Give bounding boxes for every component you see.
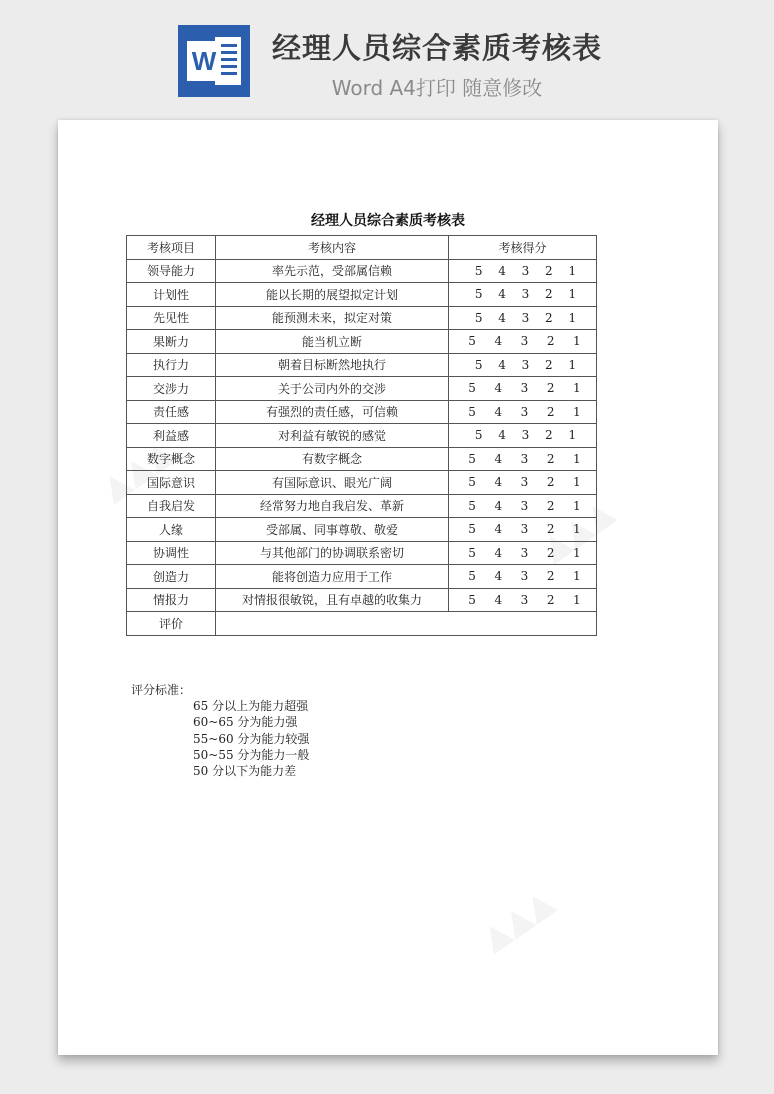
score-option: 1 bbox=[573, 451, 581, 466]
row-item: 数字概念 bbox=[127, 447, 216, 471]
score-option: 2 bbox=[546, 451, 555, 466]
row-content: 能将创造力应用于工作 bbox=[216, 565, 449, 589]
row-item: 国际意识 bbox=[127, 471, 216, 495]
score-option: 3 bbox=[520, 498, 529, 513]
score-option: 5 bbox=[474, 310, 483, 325]
score-option: 1 bbox=[573, 475, 581, 490]
score-option: 1 bbox=[568, 263, 577, 278]
row-item: 先见性 bbox=[127, 306, 216, 330]
row-content: 能以长期的展望拟定计划 bbox=[216, 283, 449, 307]
score-option: 4 bbox=[498, 357, 506, 372]
score-option: 5 bbox=[474, 357, 483, 372]
row-content: 关于公司内外的交涉 bbox=[216, 377, 449, 401]
row-score-options bbox=[449, 447, 597, 471]
score-option: 1 bbox=[573, 592, 581, 607]
row-score-options bbox=[449, 400, 597, 424]
score-option: 2 bbox=[545, 310, 553, 325]
score-option: 3 bbox=[520, 522, 529, 537]
score-option: 1 bbox=[568, 428, 577, 443]
score-option: 3 bbox=[520, 592, 529, 607]
score-option: 4 bbox=[498, 310, 506, 325]
score-option: 1 bbox=[568, 287, 577, 302]
table-row bbox=[127, 400, 597, 424]
row-content: 能预测未来，拟定对策 bbox=[216, 306, 449, 330]
score-option: 2 bbox=[546, 545, 555, 560]
row-item: 协调性 bbox=[127, 541, 216, 565]
row-item: 情报力 bbox=[127, 588, 216, 612]
score-option: 3 bbox=[520, 475, 529, 490]
row-item: 责任感 bbox=[127, 400, 216, 424]
score-option: 3 bbox=[521, 263, 530, 278]
document-page bbox=[58, 120, 718, 1055]
row-score-options bbox=[449, 306, 597, 330]
row-score-options bbox=[449, 353, 597, 377]
score-option: 1 bbox=[568, 310, 577, 325]
criteria-item: 50 分以下为能力差 bbox=[193, 764, 297, 779]
score-option: 3 bbox=[521, 287, 530, 302]
row-score-options bbox=[449, 518, 597, 542]
score-option: 3 bbox=[520, 334, 529, 349]
score-option: 2 bbox=[546, 592, 555, 607]
score-option: 2 bbox=[546, 475, 555, 490]
row-score-options bbox=[449, 283, 597, 307]
row-item: 交涉力 bbox=[127, 377, 216, 401]
score-option: 5 bbox=[474, 263, 483, 278]
row-content: 经常努力地自我启发、革新 bbox=[216, 494, 449, 518]
row-item: 自我启发 bbox=[127, 494, 216, 518]
score-option: 2 bbox=[546, 381, 555, 396]
score-option: 4 bbox=[498, 287, 506, 302]
row-score-options bbox=[449, 565, 597, 589]
row-item: 果断力 bbox=[127, 330, 216, 354]
row-score-options bbox=[449, 377, 597, 401]
score-option: 2 bbox=[545, 428, 553, 443]
score-option: 5 bbox=[468, 592, 476, 607]
banner-header bbox=[0, 0, 774, 110]
word-icon bbox=[178, 25, 250, 97]
evaluation-value bbox=[216, 612, 597, 636]
score-option: 2 bbox=[545, 287, 553, 302]
row-content: 对利益有敏锐的感觉 bbox=[216, 424, 449, 448]
score-option: 4 bbox=[494, 404, 503, 419]
row-score-options bbox=[449, 259, 597, 283]
score-option: 5 bbox=[468, 498, 476, 513]
score-option: 2 bbox=[546, 569, 555, 584]
score-option: 3 bbox=[521, 357, 530, 372]
row-item: 创造力 bbox=[127, 565, 216, 589]
table-row bbox=[127, 424, 597, 448]
score-option: 5 bbox=[468, 451, 476, 466]
score-option: 4 bbox=[498, 263, 506, 278]
score-option: 5 bbox=[468, 475, 476, 490]
score-option: 1 bbox=[573, 334, 581, 349]
banner-title: 经理人员综合素质考核表 bbox=[272, 31, 603, 65]
row-content: 有强烈的责任感，可信赖 bbox=[216, 400, 449, 424]
score-option: 4 bbox=[494, 592, 503, 607]
row-score-options bbox=[449, 471, 597, 495]
score-option: 3 bbox=[520, 404, 529, 419]
table-row bbox=[127, 588, 597, 612]
table-header-row bbox=[127, 236, 597, 260]
watermark bbox=[474, 881, 561, 959]
banner-subtitle: Word A4打印 随意修改 bbox=[331, 76, 543, 100]
score-option: 5 bbox=[468, 381, 476, 396]
score-option: 1 bbox=[573, 404, 581, 419]
scoring-criteria bbox=[131, 682, 309, 779]
row-content: 能当机立断 bbox=[216, 330, 449, 354]
score-option: 5 bbox=[474, 428, 483, 443]
row-content: 有国际意识、眼光广阔 bbox=[216, 471, 449, 495]
score-option: 5 bbox=[468, 334, 476, 349]
criteria-title: 评分标准： bbox=[131, 683, 192, 697]
score-option: 1 bbox=[573, 381, 581, 396]
table-row bbox=[127, 353, 597, 377]
row-content: 对情报很敏锐，且有卓越的收集力 bbox=[216, 588, 449, 612]
score-option: 4 bbox=[494, 475, 503, 490]
criteria-item: 50~55 分为能力一般 bbox=[193, 747, 310, 762]
score-option: 3 bbox=[520, 451, 529, 466]
score-option: 4 bbox=[494, 498, 503, 513]
table-row bbox=[127, 494, 597, 518]
score-option: 4 bbox=[494, 522, 503, 537]
document-title: 经理人员综合素质考核表 bbox=[311, 213, 465, 229]
table-row bbox=[127, 330, 597, 354]
score-option: 5 bbox=[468, 545, 476, 560]
row-score-options bbox=[449, 330, 597, 354]
header-item: 考核项目 bbox=[127, 236, 216, 260]
score-option: 1 bbox=[568, 357, 577, 372]
score-option: 2 bbox=[545, 263, 553, 278]
row-content: 朝着目标断然地执行 bbox=[216, 353, 449, 377]
row-content: 率先示范，受部属信赖 bbox=[216, 259, 449, 283]
score-option: 3 bbox=[520, 381, 529, 396]
score-option: 3 bbox=[521, 428, 530, 443]
table-row bbox=[127, 377, 597, 401]
score-option: 2 bbox=[546, 404, 555, 419]
score-option: 4 bbox=[494, 381, 503, 396]
table-row bbox=[127, 306, 597, 330]
score-option: 1 bbox=[573, 545, 581, 560]
header-content: 考核内容 bbox=[216, 236, 449, 260]
row-score-options bbox=[449, 494, 597, 518]
criteria-item: 60~65 分为能力强 bbox=[193, 715, 298, 730]
table-row bbox=[127, 565, 597, 589]
table-row bbox=[127, 447, 597, 471]
table-row bbox=[127, 259, 597, 283]
score-option: 4 bbox=[494, 334, 503, 349]
score-option: 5 bbox=[468, 569, 476, 584]
row-item: 执行力 bbox=[127, 353, 216, 377]
row-score-options bbox=[449, 424, 597, 448]
criteria-item: 65 分以上为能力超强 bbox=[193, 699, 309, 714]
score-option: 4 bbox=[494, 545, 503, 560]
score-option: 4 bbox=[498, 428, 506, 443]
score-option: 1 bbox=[573, 522, 581, 537]
table-row bbox=[127, 471, 597, 495]
row-score-options bbox=[449, 588, 597, 612]
row-content: 与其他部门的协调联系密切 bbox=[216, 541, 449, 565]
score-option: 4 bbox=[494, 451, 503, 466]
evaluation-label: 评价 bbox=[127, 612, 216, 636]
table-row bbox=[127, 518, 597, 542]
score-option: 5 bbox=[468, 522, 476, 537]
header-score: 考核得分 bbox=[449, 236, 597, 260]
table-row bbox=[127, 541, 597, 565]
evaluation-row bbox=[127, 612, 597, 636]
row-item: 计划性 bbox=[127, 283, 216, 307]
row-content: 有数字概念 bbox=[216, 447, 449, 471]
score-option: 2 bbox=[545, 357, 553, 372]
score-option: 3 bbox=[520, 545, 529, 560]
row-content: 受部属、同事尊敬、敬爱 bbox=[216, 518, 449, 542]
score-option: 1 bbox=[573, 498, 581, 513]
row-item: 领导能力 bbox=[127, 259, 216, 283]
assessment-table bbox=[126, 235, 597, 636]
row-item: 利益感 bbox=[127, 424, 216, 448]
criteria-item: 55~60 分为能力较强 bbox=[193, 731, 310, 746]
score-option: 2 bbox=[546, 498, 555, 513]
score-option: 5 bbox=[468, 404, 476, 419]
score-option: 2 bbox=[546, 522, 555, 537]
table-row bbox=[127, 283, 597, 307]
score-option: 1 bbox=[573, 569, 581, 584]
score-option: 3 bbox=[521, 310, 530, 325]
score-option: 5 bbox=[474, 287, 483, 302]
score-option: 3 bbox=[520, 569, 529, 584]
criteria-list bbox=[193, 698, 309, 779]
score-option: 4 bbox=[494, 569, 503, 584]
row-item: 人缘 bbox=[127, 518, 216, 542]
score-option: 2 bbox=[546, 334, 555, 349]
word-icon-letter: W bbox=[191, 46, 217, 76]
row-score-options bbox=[449, 541, 597, 565]
